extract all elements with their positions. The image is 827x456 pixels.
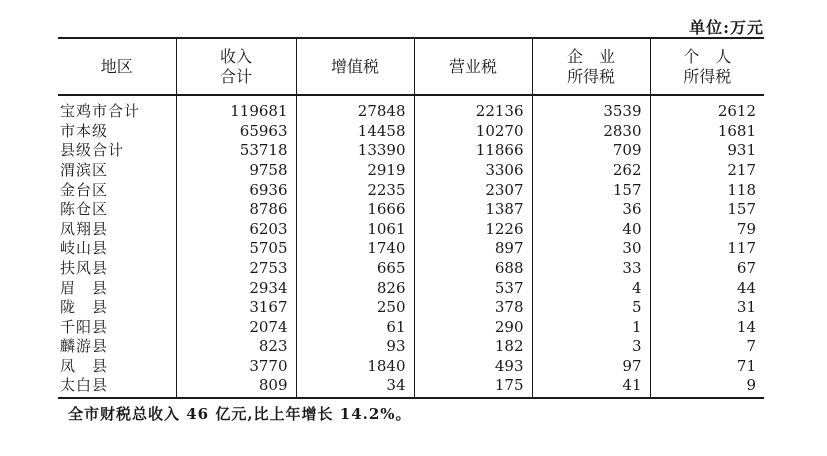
- cell-income: 823: [176, 337, 296, 357]
- cell-personal-tax: 9: [650, 376, 764, 398]
- cell-region: 凤 县: [60, 357, 109, 376]
- table-row: [58, 376, 764, 398]
- cell-vat: 27848: [296, 102, 414, 122]
- cell-region: 县级合计: [60, 141, 125, 160]
- cell-vat: 61: [296, 318, 414, 338]
- header-business-tax: 营业税: [414, 38, 532, 95]
- header-vat: 增值税: [296, 38, 414, 95]
- cell-income: 5705: [176, 239, 296, 259]
- cell-business-tax: 897: [414, 239, 532, 259]
- header-income: 收入 合计: [176, 38, 296, 95]
- cell-corporate-tax: 40: [532, 220, 650, 240]
- cell-region: 凤翔县: [60, 219, 109, 238]
- cell-personal-tax: 931: [650, 141, 764, 161]
- cell-personal-tax: 14: [650, 318, 764, 338]
- cell-business-tax: 493: [414, 357, 532, 377]
- cell-corporate-tax: 2830: [532, 122, 650, 142]
- cell-vat: 34: [296, 376, 414, 398]
- cell-personal-tax: 71: [650, 357, 764, 377]
- cell-vat: 1061: [296, 220, 414, 240]
- cell-vat: 1666: [296, 200, 414, 220]
- cell-region: 麟游县: [60, 337, 109, 356]
- cell-corporate-tax: 5: [532, 298, 650, 318]
- cell-corporate-tax: 33: [532, 259, 650, 279]
- cell-business-tax: 378: [414, 298, 532, 318]
- cell-region: 陈仓区: [60, 200, 109, 219]
- cell-vat: 93: [296, 337, 414, 357]
- cell-personal-tax: 157: [650, 200, 764, 220]
- cell-region: 岐山县: [60, 239, 109, 258]
- header-region: 地区: [58, 38, 176, 95]
- cell-corporate-tax: 262: [532, 161, 650, 181]
- cell-business-tax: 537: [414, 278, 532, 298]
- cell-personal-tax: 217: [650, 161, 764, 181]
- table-row: [58, 259, 764, 279]
- cell-region: 千阳县: [60, 317, 109, 336]
- cell-vat: 250: [296, 298, 414, 318]
- unit-label: 单位:万元: [689, 18, 764, 37]
- cell-business-tax: 175: [414, 376, 532, 398]
- table-row: [58, 298, 764, 318]
- cell-vat: 1840: [296, 357, 414, 377]
- cell-business-tax: 11866: [414, 141, 532, 161]
- cell-business-tax: 1226: [414, 220, 532, 240]
- table-row: [58, 337, 764, 357]
- cell-income: 2074: [176, 318, 296, 338]
- cell-income: 8786: [176, 200, 296, 220]
- table-row: [58, 357, 764, 377]
- header-personal-tax: 个 人 所得税: [650, 38, 764, 95]
- cell-vat: 2235: [296, 180, 414, 200]
- cell-vat: 13390: [296, 141, 414, 161]
- spacer-row: [58, 95, 764, 102]
- cell-vat: 14458: [296, 122, 414, 142]
- cell-region: 眉 县: [60, 278, 109, 297]
- cell-personal-tax: 31: [650, 298, 764, 318]
- cell-income: 2934: [176, 278, 296, 298]
- cell-income: 65963: [176, 122, 296, 142]
- cell-income: 119681: [176, 102, 296, 122]
- cell-corporate-tax: 4: [532, 278, 650, 298]
- cell-personal-tax: 44: [650, 278, 764, 298]
- table-row: [58, 239, 764, 259]
- table-body: [58, 95, 764, 398]
- cell-personal-tax: 1681: [650, 122, 764, 142]
- cell-corporate-tax: 3: [532, 337, 650, 357]
- cell-region: 宝鸡市合计: [60, 102, 141, 121]
- cell-personal-tax: 67: [650, 259, 764, 279]
- cell-region: 扶风县: [60, 259, 109, 278]
- cell-income: 809: [176, 376, 296, 398]
- cell-region: 市本级: [60, 121, 109, 140]
- footnote: 全市财税总收入 46 亿元,比上年增长 14.2%。: [68, 405, 412, 423]
- cell-income: 6936: [176, 180, 296, 200]
- cell-income: 2753: [176, 259, 296, 279]
- table-row: [58, 102, 764, 122]
- cell-personal-tax: 117: [650, 239, 764, 259]
- cell-corporate-tax: 36: [532, 200, 650, 220]
- table-row: [58, 318, 764, 338]
- cell-business-tax: 688: [414, 259, 532, 279]
- cell-corporate-tax: 97: [532, 357, 650, 377]
- cell-corporate-tax: 157: [532, 180, 650, 200]
- table-header: [58, 38, 764, 95]
- table-row: [58, 122, 764, 142]
- cell-corporate-tax: 41: [532, 376, 650, 398]
- cell-income: 9758: [176, 161, 296, 181]
- cell-income: 3167: [176, 298, 296, 318]
- cell-income: 53718: [176, 141, 296, 161]
- cell-personal-tax: 118: [650, 180, 764, 200]
- cell-business-tax: 2307: [414, 180, 532, 200]
- cell-business-tax: 1387: [414, 200, 532, 220]
- cell-corporate-tax: 1: [532, 318, 650, 338]
- cell-vat: 2919: [296, 161, 414, 181]
- cell-personal-tax: 2612: [650, 102, 764, 122]
- table-row: [58, 200, 764, 220]
- tax-revenue-table: [58, 37, 764, 399]
- cell-income: 6203: [176, 220, 296, 240]
- cell-income: 3770: [176, 357, 296, 377]
- table-row: [58, 161, 764, 181]
- cell-business-tax: 182: [414, 337, 532, 357]
- table-row: [58, 220, 764, 240]
- cell-personal-tax: 7: [650, 337, 764, 357]
- cell-region: 金台区: [60, 180, 109, 199]
- cell-business-tax: 290: [414, 318, 532, 338]
- header-corporate-tax: 企 业 所得税: [532, 38, 650, 95]
- table-row: [58, 180, 764, 200]
- cell-corporate-tax: 30: [532, 239, 650, 259]
- cell-vat: 1740: [296, 239, 414, 259]
- cell-region: 太白县: [58, 376, 176, 398]
- cell-vat: 665: [296, 259, 414, 279]
- cell-region: 陇 县: [60, 298, 109, 317]
- cell-corporate-tax: 709: [532, 141, 650, 161]
- cell-vat: 826: [296, 278, 414, 298]
- cell-corporate-tax: 3539: [532, 102, 650, 122]
- cell-business-tax: 3306: [414, 161, 532, 181]
- cell-business-tax: 10270: [414, 122, 532, 142]
- cell-business-tax: 22136: [414, 102, 532, 122]
- table-row: [58, 278, 764, 298]
- cell-region: 渭滨区: [60, 161, 109, 180]
- cell-personal-tax: 79: [650, 220, 764, 240]
- table-row: [58, 141, 764, 161]
